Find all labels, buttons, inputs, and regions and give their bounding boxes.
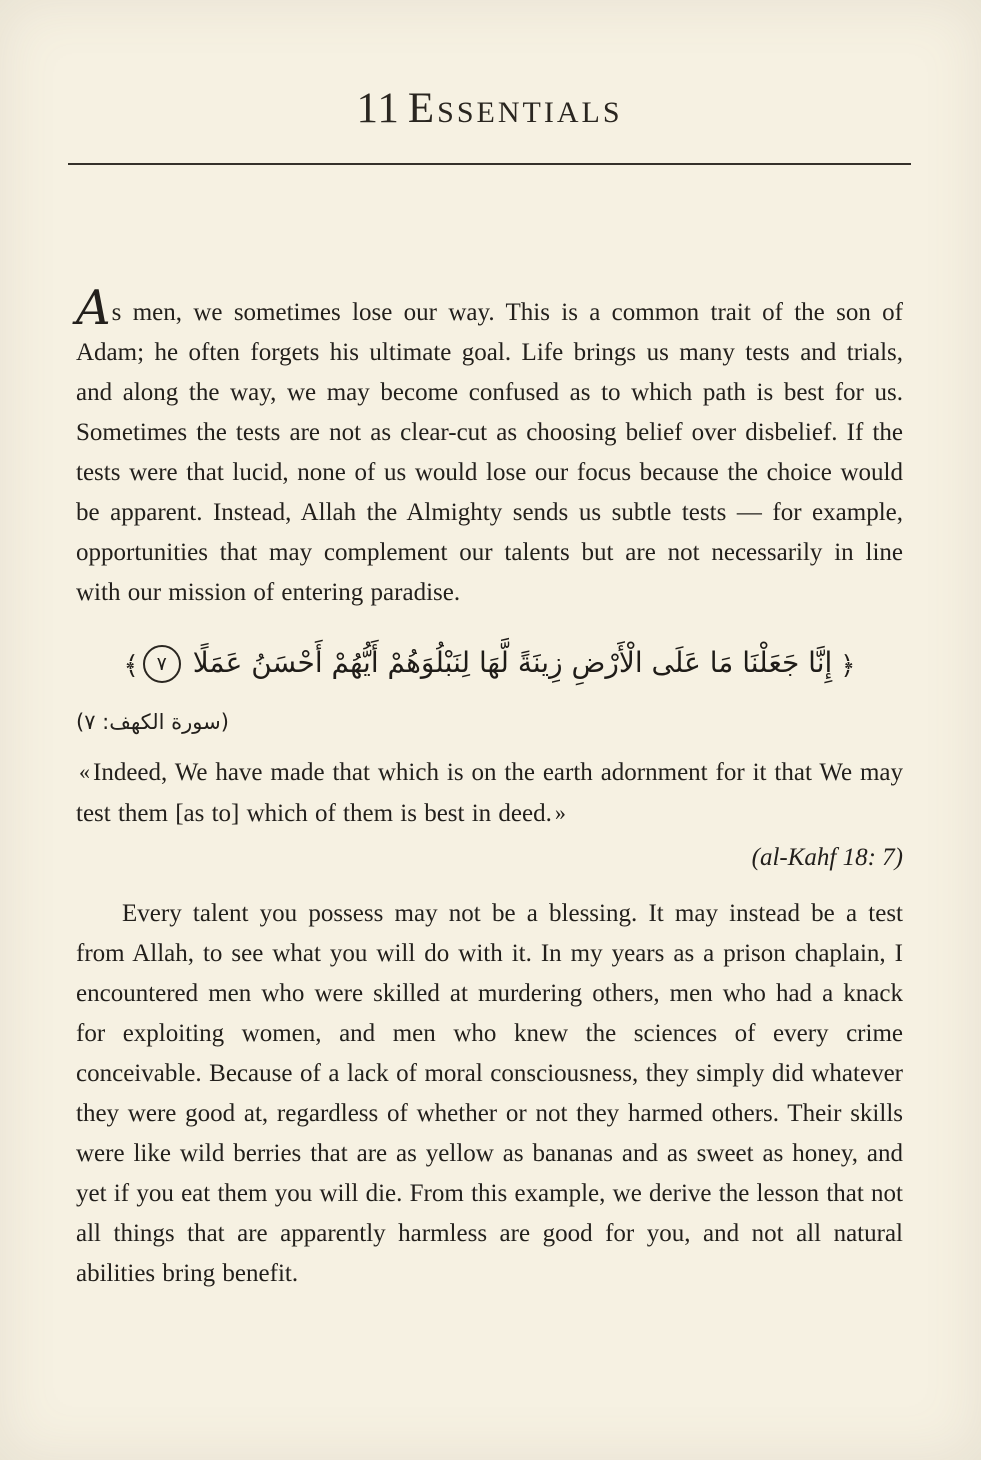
paragraph-intro-text: s men, we sometimes lose our way. This is a common trait of the son of Adam; he often forgets his ultimate goal. Life brings us many tests and trials, and along the way, we may become confused as to which path is best for us. Sometimes the tests are not as clear-cut as choosing belief over disbelief. If the tests were that lucid, none of us would lose our focus because the choice would be apparent. Instead, Allah the Almighty sends us subtle tests — for example, opportunities that may complement our talents but are not necessarily in line with our mission of entering paradise.	[76, 299, 903, 606]
chapter-title	[76, 84, 903, 133]
ornate-paren-close-icon: ﴾	[123, 651, 139, 681]
chapter-number: 11	[356, 85, 400, 132]
quran-verse-arabic	[76, 639, 903, 690]
verse-citation: (al-Kahf 18: 7)	[751, 844, 903, 871]
translation-text: Indeed, We have made that which is on the earth adornment for it that We may test them [as to] which of them is best in deed.	[76, 759, 903, 827]
decorative-initial: A	[76, 280, 111, 336]
page-body	[76, 280, 903, 1294]
translation-close-ornament-icon: »	[554, 800, 566, 825]
chapter-title-text: Essentials	[407, 85, 623, 132]
chapter-header	[76, 84, 903, 165]
arabic-verse-text: إِنَّا جَعَلْنَا مَا عَلَى الْأَرْضِ زِينَةً لَّهَا لِنَبْلُوَهُمْ أَيُّهُمْ أَحْسَنُ عَمَلًا	[192, 646, 833, 679]
ayah-number-circle: ٧	[143, 645, 181, 683]
paragraph-intro	[76, 280, 903, 613]
translation-open-ornament-icon: «	[79, 759, 90, 784]
title-rule	[68, 163, 911, 165]
ornate-paren-open-icon: ﴿	[840, 651, 856, 681]
paragraph-body: Every talent you possess may not be a blessing. It may instead be a test from Allah, to see what you will do with it. In my years as a prison chaplain, I encountered men who were skilled at murdering others, men who had a knack for exploiting women, and men who knew the sciences of every crime conceivable. Because of a lack of moral consciousness, they simply did whatever they were good at, regardless of whether or not they harmed others. Their skills were like wild berries that are as yellow as bananas and as sweet as honey, and yet if you eat them you will die. From this example, we derive the lesson that not all things that are apparently harmless are good for you, and not all natural abilities bring benefit.	[76, 900, 903, 1287]
arabic-source-text: (سورة الكهف: ٧)	[76, 710, 229, 734]
arabic-source-line	[76, 710, 903, 734]
verse-translation	[76, 752, 903, 834]
